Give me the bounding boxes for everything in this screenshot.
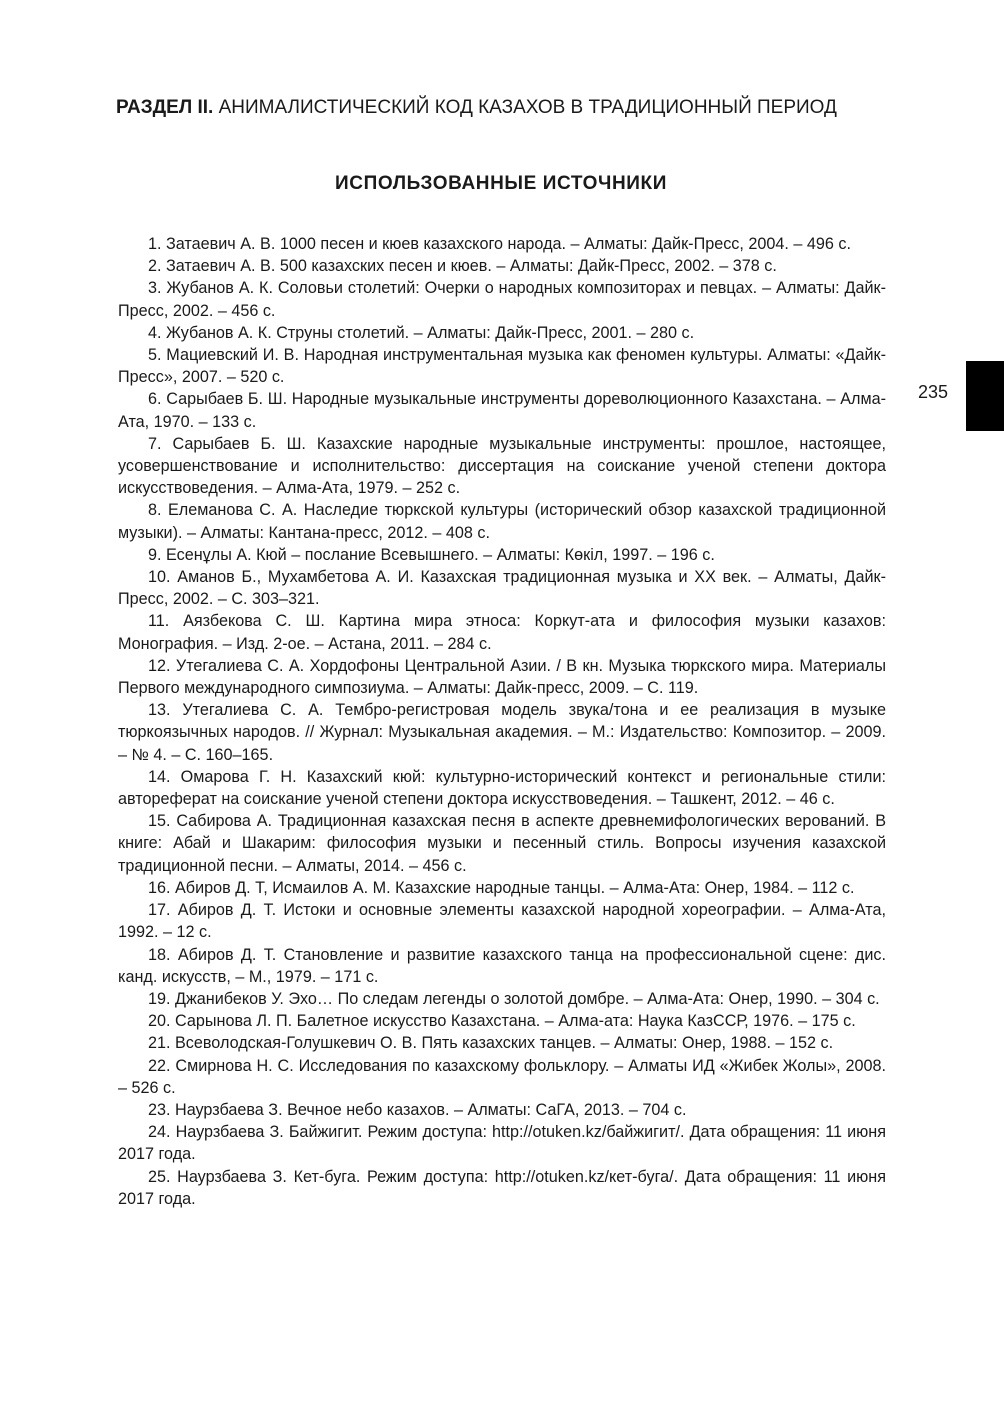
reference-item: 21. Всеволодская-Голушкевич О. В. Пять казахских танцев. – Алматы: Онер, 1988. – 152 с. (148, 1034, 834, 1053)
chapter-tab-marker (966, 361, 1004, 431)
reference-item: 25. Наурзбаева З. Кет-буга. Режим доступа: http://otuken.kz/кет-буга/. Дата обращения: 11 июня 2017 года. (118, 1167, 886, 1208)
reference-item: 3. Жубанов А. К. Соловьи столетий: Очерки о народных композиторах и певцах. – Алматы: Дайк-Пресс, 2002. – 456 с. (118, 279, 886, 320)
reference-item: 22. Смирнова Н. С. Исследования по казахскому фольклору. – Алматы ИД «Жибек Жолы», 2008. – 526 с. (118, 1056, 886, 1097)
reference-item: 7. Сарыбаев Б. Ш. Казахские народные музыкальные инструменты: прошлое, настоящее, усовершенствование и исполнительство: диссертация на соискание ученой степени доктора искусствоведения. – Алма-Ата, 1979. – 252 с. (118, 434, 886, 498)
header-title: АНИМАЛИСТИЧЕСКИЙ КОД КАЗАХОВ В ТРАДИЦИОННЫЙ ПЕРИОД (218, 97, 837, 118)
reference-item: 15. Сабирова А. Традиционная казахская песня в аспекте древнемифологических верований. В книге: Абай и Шакарим: философия музыки и песенный стиль. Вопросы изучения казахской традиционной песни. – Алматы, 2014. – 456 с. (118, 812, 886, 875)
reference-item: 8. Елеманова С. А. Наследие тюркской культуры (исторический обзор казахской традиционной музыки). – Алматы: Кантана-пресс, 2012. – 408 с. (118, 501, 886, 542)
running-header (116, 95, 896, 121)
page-title: ИСПОЛЬЗОВАННЫЕ ИСТОЧНИКИ (335, 173, 667, 194)
reference-item: 10. Аманов Б., Мухамбетова А. И. Казахская традиционная музыка и XX век. – Алматы, Дайк-Пресс, 2002. – С. 303–321. (118, 568, 886, 609)
reference-item: 1. Затаевич А. В. 1000 песен и кюев казахского народа. – Алматы: Дайк-Пресс, 2004. – 496 с. (148, 235, 851, 253)
reference-item: 19. Джанибеков У. Эхо… По следам легенды о золотой домбре. – Алма-Ата: Онер, 1990. – 304 с. (148, 989, 880, 1008)
reference-item: 17. Абиров Д. Т. Истоки и основные элементы казахской народной хореографии. – Алма-Ата, 1992. – 12 с. (118, 901, 886, 942)
reference-item: 24. Наурзбаева З. Байжигит. Режим доступа: http://otuken.kz/байжигит/. Дата обращения: 11 июня 2017 года. (118, 1123, 886, 1164)
reference-item: 16. Абиров Д. Т, Исмаилов А. М. Казахские народные танцы. – Алма-Ата: Онер, 1984. – 112 с. (148, 878, 855, 897)
reference-item: 4. Жубанов А. К. Струны столетий. – Алматы: Дайк-Пресс, 2001. – 280 с. (148, 323, 695, 342)
reference-item: 18. Абиров Д. Т. Становление и развитие казахского танца на профессиональной сцене: дис. канд. искусств, – М., 1979. – 171 с. (118, 945, 886, 986)
header-section: РАЗДЕЛ II. (116, 97, 214, 118)
reference-item: 9. Есенұлы А. Кюй – послание Всевышнего. – Алматы: Көкіл, 1997. – 196 с. (148, 545, 715, 564)
reference-item: 12. Утегалиева С. А. Хордофоны Центральной Азии. / В кн. Музыка тюркского мира. Материалы Первого международного симпозиума. – Алматы: Дайк-пресс, 2009. – С. 119. (118, 656, 886, 698)
reference-item: 13. Утегалиева С. А. Тембро-регистровая модель звука/тона и ее реализация в музыке тюркоязычных народов. // Журнал: Музыкальная академия. – М.: Издательство: Композитор. – 2009. – № 4. – С. 160–165. (118, 701, 886, 764)
reference-item: 23. Наурзбаева З. Вечное небо казахов. – Алматы: СаГА, 2013. – 704 с. (148, 1100, 687, 1119)
reference-item: 5. Мациевский И. В. Народная инструментальная музыка как феномен культуры. Алматы: «Дайк-Пресс», 2007. – 520 с. (118, 346, 886, 387)
page-number: 235 (918, 382, 949, 402)
reference-list (118, 233, 886, 1210)
reference-item: 6. Сарыбаев Б. Ш. Народные музыкальные инструменты дореволюционного Казахстана. – Алма-Ата, 1970. – 133 с. (118, 390, 886, 431)
reference-item: 20. Сарынова Л. П. Балетное искусство Казахстана. – Алма-ата: Наука КазССР, 1976. – 175 с. (148, 1012, 856, 1031)
reference-item: 11. Аязбекова С. Ш. Картина мира этноса: Коркут-ата и философия музыки казахов: Монография. – Изд. 2-ое. – Астана, 2011. – 284 с. (118, 612, 886, 653)
reference-item: 14. Омарова Г. Н. Казахский кюй: культурно-исторический контекст и региональные стили: автореферат на соискание ученой степени доктора искусствоведения. – Ташкент, 2012. – 46 с. (118, 767, 886, 809)
reference-item: 2. Затаевич А. В. 500 казахских песен и кюев. – Алматы: Дайк-Пресс, 2002. – 378 с. (148, 257, 777, 276)
